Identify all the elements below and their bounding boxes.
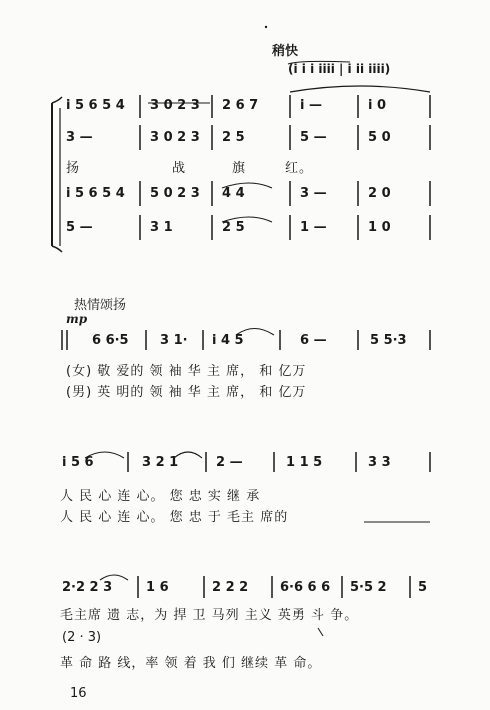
s1-r4-m1: i 5 6 5 4	[66, 186, 125, 201]
s2-l3-m2: 1 6	[146, 580, 169, 595]
s1-lyric-2: 战	[172, 161, 187, 176]
s1-r1-m5: i 0	[368, 98, 387, 113]
s1-r2-m5: 5 0	[368, 130, 391, 145]
s2-l3-m1: 2·2 2 3	[62, 580, 113, 595]
s2-l2-m4: 1 1 5	[286, 455, 323, 470]
s2-l2-m5: 3 3	[368, 455, 391, 470]
s2-l1-m5: 5 5·3	[370, 333, 407, 348]
s2-l1-lyric-female: (女) 敬 爱的 领 袖 华 主 席， 和 亿万	[66, 364, 307, 379]
s1-r1-m2: 3 0 2 3	[150, 98, 200, 113]
s2-l3-m6: 5	[418, 580, 428, 595]
intro-notes: (i i i iiii | i ii iiii)	[288, 62, 391, 76]
s1-r2-m4: 5 —	[300, 130, 327, 145]
s1-r4-m4: 3 —	[300, 186, 327, 201]
s2-l1-m3: i 4 5	[212, 333, 244, 348]
dynamic-marking: mp	[66, 312, 88, 326]
s1-r2-m1: 3 —	[66, 130, 93, 145]
s2-l3-m5: 5·5 2	[350, 580, 387, 595]
s2-l2-lyric-female: 人 民 心 连 心。 您 忠 实 继 承	[60, 489, 261, 504]
s1-r4-m3: 4 4	[222, 186, 245, 201]
s2-l2-m3: 2 —	[216, 455, 243, 470]
s1-r4-m5: 2 0	[368, 186, 391, 201]
s2-l2-m2: 3 2 1	[142, 455, 179, 470]
s1-lyric-4: 红。	[285, 161, 314, 176]
s1-r2-m3: 2 5	[222, 130, 245, 145]
s1-r1-m1: i 5 6 5 4	[66, 98, 125, 113]
s1-r5-m2: 3 1	[150, 220, 173, 235]
s1-r2-m2: 3 0 2 3	[150, 130, 200, 145]
s2-l3-lyric-b: 革 命 路 线，率 领 着 我 们 继续 革 命。	[60, 656, 322, 671]
s1-lyric-3: 旗	[232, 161, 247, 176]
s2-l3-m3: 2 2 2	[212, 580, 249, 595]
tempo-marking: 稍快	[272, 44, 299, 59]
s1-r4-m2: 5 0 2 3	[150, 186, 200, 201]
s2-l3-m4: 6·6 6 6	[280, 580, 331, 595]
s2-l1-m4: 6 —	[300, 333, 327, 348]
s2-l2-m1: i 5 6	[62, 455, 94, 470]
s1-r5-m5: 1 0	[368, 220, 391, 235]
tempo-marking-2: 热情颂扬	[74, 298, 127, 313]
s1-r5-m3: 2 5	[222, 220, 245, 235]
s2-l2-lyric-male: 人 民 心 连 心。 您 忠 于 毛主 席的	[60, 510, 289, 525]
s2-l3-bracket: (2 · 3)	[62, 630, 102, 645]
s1-r1-m4: i —	[300, 98, 322, 113]
s1-lyric-1: 扬	[66, 161, 81, 176]
s2-l1-lyric-male: (男) 英 明的 领 袖 华 主 席， 和 亿万	[66, 385, 307, 400]
s1-r5-m1: 5 —	[66, 220, 93, 235]
s2-l1-m2: 3 1·	[160, 333, 188, 348]
s2-l3-lyric-a: 毛主席 遗 志，为 捍 卫 马列 主义 英勇 斗 争。	[60, 608, 359, 623]
s1-r5-m4: 1 —	[300, 220, 327, 235]
page-number: 16	[70, 686, 87, 701]
s2-l1-m1: 6 6·5	[92, 333, 129, 348]
s1-r1-m3: 2 6 7	[222, 98, 259, 113]
